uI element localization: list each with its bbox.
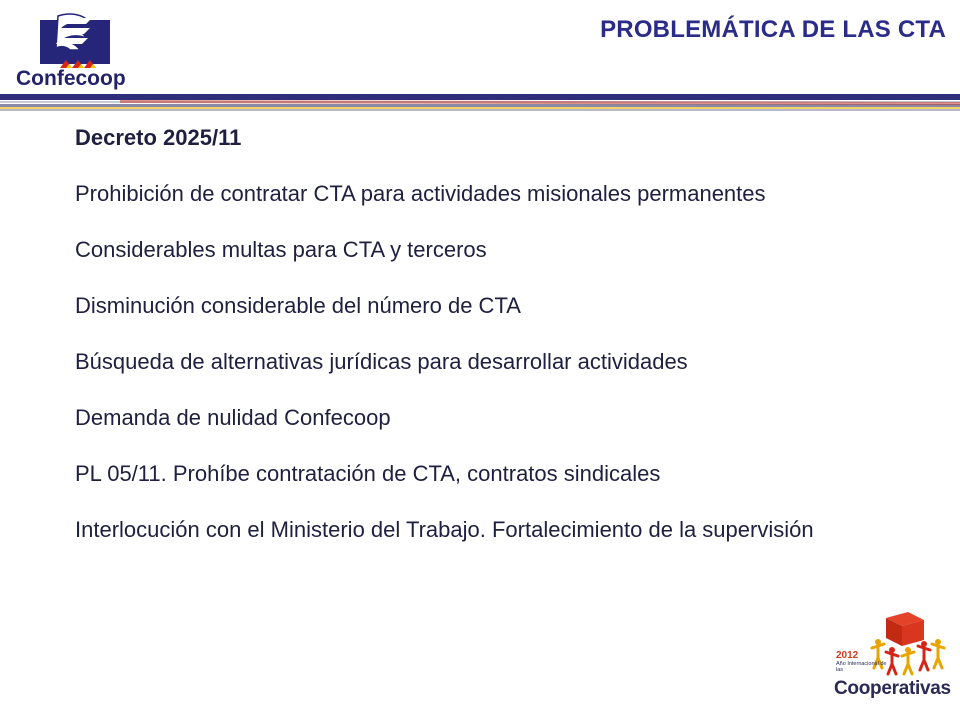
cooperatives-year-logo	[834, 612, 952, 706]
confecoop-logo	[10, 10, 150, 92]
content-body	[75, 124, 856, 544]
confecoop-brand-name: Confecoop	[16, 67, 126, 90]
logo-year: 2012	[836, 650, 859, 661]
list-item: Prohibición de contratar CTA para actividades misionales permanentes	[75, 181, 766, 206]
content-heading: Decreto 2025/11	[75, 125, 242, 150]
confecoop-emblem-icon	[10, 10, 150, 70]
list-item: Búsqueda de alternativas jurídicas para desarrollar actividades	[75, 349, 688, 374]
header-divider	[0, 92, 960, 114]
slide-title: PROBLEMÁTICA DE LAS CTA	[600, 16, 946, 43]
logo-subline: Año Internacional de las	[836, 661, 887, 673]
list-item: Demanda de nulidad Confecoop	[75, 405, 391, 430]
list-item: Considerables multas para CTA y terceros	[75, 237, 487, 262]
logo-wordmark: Cooperativas	[834, 678, 951, 699]
list-item: Interlocución con el Ministerio del Trabajo. Fortalecimiento de la supervisión	[75, 517, 814, 542]
list-item: Disminución considerable del número de CTA	[75, 293, 521, 318]
list-item: PL 05/11. Prohíbe contratación de CTA, contratos sindicales	[75, 461, 661, 486]
